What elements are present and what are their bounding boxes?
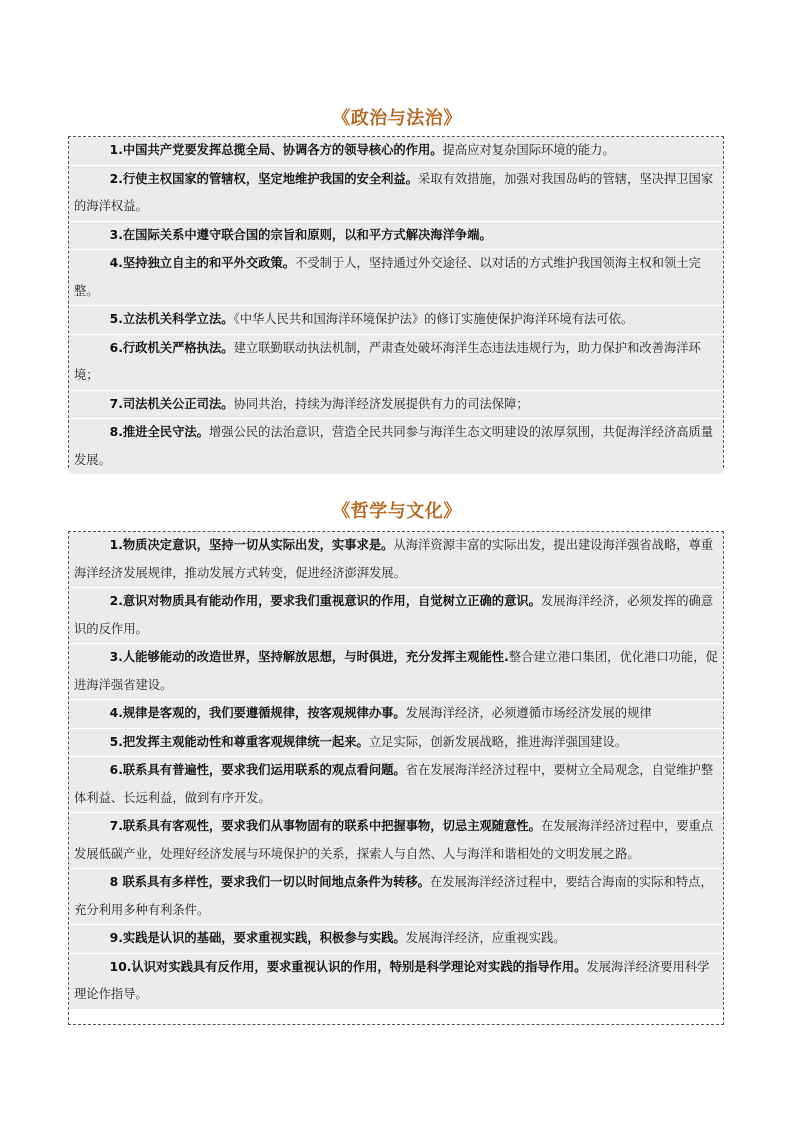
list-item — [69, 925, 723, 953]
item-heading: 4.坚持独立自主的和平外交政策。 — [109, 256, 296, 270]
list-item — [69, 391, 723, 419]
item-text: 不受制于人，坚持通过外交途径、以对话的方式维护我国领海主权和领土完整。 — [74, 256, 701, 298]
item-text: 增强公民的法治意识，营造全民共同参与海洋生态文明建设的浓厚氛围，共促海洋经济高质量发展。 — [74, 425, 714, 467]
item-heading: 7.司法机关公正司法。 — [109, 396, 234, 411]
item-text: 发展海洋经济，必须发挥的确意识的反作用。 — [74, 594, 714, 636]
list-item — [69, 137, 723, 165]
list-item — [69, 757, 723, 812]
list-item — [69, 250, 723, 305]
item-text: 立足实际，创新发展战略，推进海洋强国建设。 — [368, 734, 628, 749]
list-item — [69, 335, 723, 390]
politics-law-box — [68, 136, 724, 468]
list-item — [69, 869, 723, 924]
philosophy-culture-box — [68, 531, 724, 1025]
item-text: 在发展海洋经济过程中，要结合海南的实际和特点，充分利用多种有利条件。 — [74, 875, 713, 917]
item-text: 省在发展海洋经济过程中，要树立全局观念，自觉维护整体利益、长远利益，做到有序开发。 — [74, 763, 714, 805]
item-text: 建立联勤联动执法机制，严肃查处破坏海洋生态违法违规行为，助力保护和改善海洋环境； — [74, 340, 701, 382]
list-item — [69, 306, 723, 334]
list-item — [69, 166, 723, 221]
section-title-politics-law: 《政治与法治》 — [332, 108, 462, 129]
list-item — [69, 729, 723, 757]
item-heading: 8.推进全民守法。 — [109, 425, 209, 439]
list-item — [69, 532, 723, 587]
list-item — [69, 644, 723, 699]
list-item — [69, 222, 723, 250]
item-heading: 10.认识对实践具有反作用，要求重视认识的作用，特别是科学理论对实践的指导作用。 — [109, 959, 587, 974]
list-item — [69, 419, 723, 474]
item-heading: 6.联系具有普遍性，要求我们运用联系的观点看问题。 — [109, 763, 406, 777]
list-item — [69, 954, 723, 1009]
item-heading: 6.行政机关严格执法。 — [109, 340, 234, 355]
item-heading: 1.中国共产党要发挥总揽全局、协调各方的领导核心的作用。 — [109, 143, 443, 157]
item-text: 发展海洋经济，必须遵循市场经济发展的规律 — [405, 706, 652, 720]
item-text: 《中华人民共和国海洋环境保护法》的修订实施使保护海洋环境有法可依。 — [233, 312, 634, 326]
item-text: 提高应对复杂国际环境的能力。 — [442, 143, 615, 157]
item-heading: 4.规律是客观的，我们要遵循规律，按客观规律办事。 — [109, 706, 406, 720]
item-text: 发展海洋经济，应重视实践。 — [405, 931, 566, 945]
section-title-philosophy-culture: 《哲学与文化》 — [332, 501, 462, 522]
item-heading: 5.立法机关科学立法。 — [109, 312, 234, 326]
item-heading: 9.实践是认识的基础，要求重视实践，积极参与实践。 — [109, 931, 406, 945]
item-heading: 1.物质决定意识，坚持一切从实际出发，实事求是。 — [109, 538, 394, 552]
list-item — [69, 700, 723, 728]
item-heading: 3.在国际关系中遵守联合国的宗旨和原则，以和平方式解决海洋争端。 — [109, 227, 492, 242]
item-heading: 3.人能够能动的改造世界，坚持解放思想，与时俱进，充分发挥主观能性. — [109, 650, 509, 664]
item-text: 协同共治，持续为海洋经济发展提供有力的司法保障； — [233, 396, 529, 411]
item-text: 在发展海洋经济过程中，要重点发展低碳产业，处理好经济发展与环境保护的关系，探索人与自然、人与海洋和谐相处的文明发展之路。 — [74, 819, 714, 861]
item-text: 采取有效措施，加强对我国岛屿的管辖，坚决捍卫国家的海洋权益。 — [74, 171, 714, 213]
item-heading: 8 联系具有多样性，要求我们一切以时间地点条件为转移。 — [109, 875, 430, 889]
item-text: 整合建立港口集团，优化港口功能，促进海洋强省建设。 — [74, 650, 718, 692]
item-heading: 5.把发挥主观能动性和尊重客观规律统一起来。 — [109, 734, 369, 749]
item-heading: 2.行使主权国家的管辖权，坚定地维护我国的安全利益。 — [109, 171, 419, 186]
item-heading: 2.意识对物质具有能动作用，要求我们重视意识的作用，自觉树立正确的意识。 — [109, 594, 541, 608]
item-text: 从海洋资源丰富的实际出发，提出建设海洋强省战略，尊重海洋经济发展规律，推动发展方式转变，促进经济澎湃发展。 — [74, 538, 714, 580]
list-item — [69, 588, 723, 643]
item-text: 发展海洋经济要用科学理论作指导。 — [74, 959, 710, 1001]
list-item — [69, 813, 723, 868]
item-heading: 7.联系具有客观性，要求我们从事物固有的联系中把握事物，切忌主观随意性。 — [109, 819, 541, 833]
